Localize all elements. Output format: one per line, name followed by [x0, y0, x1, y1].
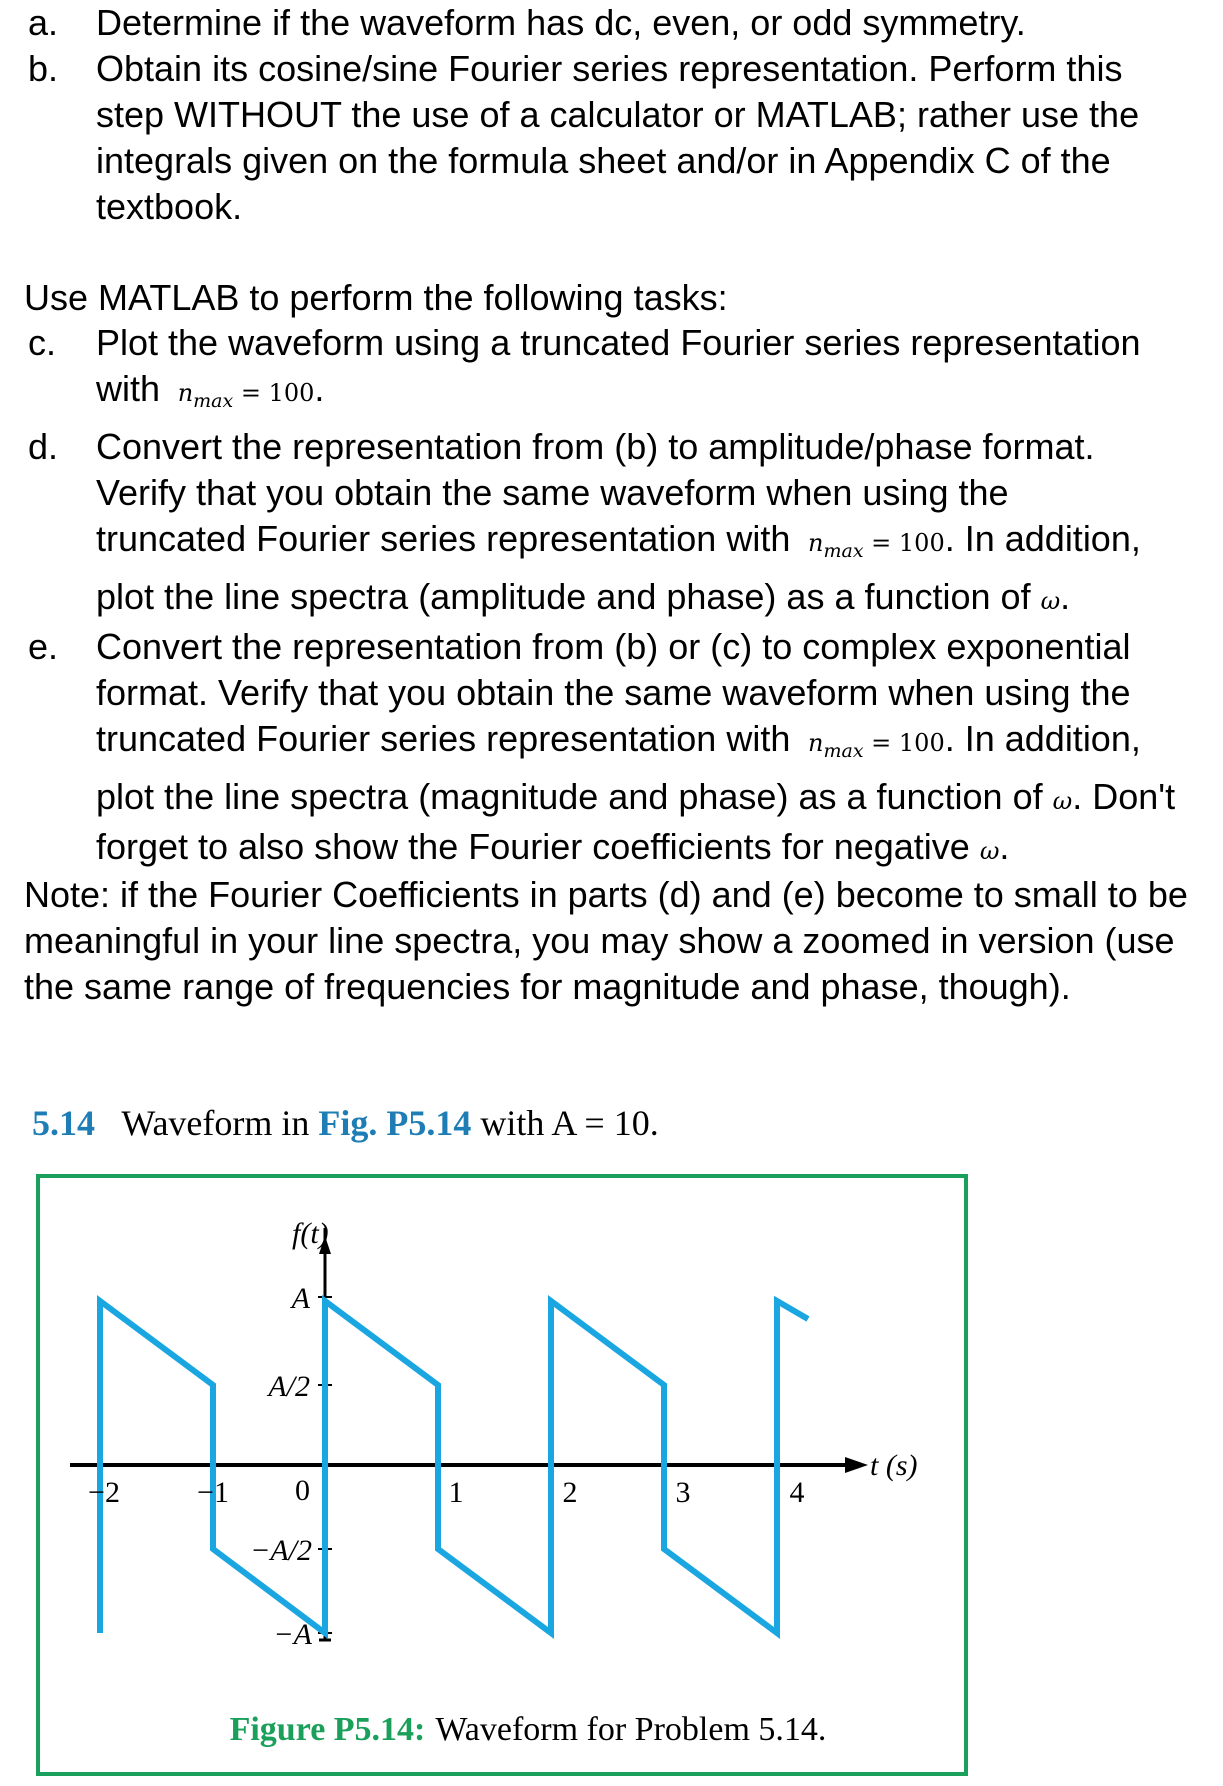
problem-text-end: with A = 10.	[480, 1103, 659, 1143]
task-marker: d.	[28, 426, 59, 467]
omega-symbol: ω	[979, 837, 1000, 865]
figure-caption	[230, 1711, 827, 1748]
task-marker: e.	[28, 626, 59, 667]
caption-label: Figure P5.14:	[229, 1711, 426, 1748]
y-tick-label-neg-a-half: −A/2	[250, 1534, 312, 1567]
nmax-equation: $n_{max} = 100$	[808, 529, 945, 562]
task-item-c: c. Plot the waveform using a truncated Fourier series representation with $n_{max} = 100$.	[28, 322, 1141, 412]
x-tick-label: 1	[448, 1476, 464, 1509]
task-text: Plot the waveform using a truncated Fourier series representation with	[96, 322, 1141, 409]
caption-text: Waveform for Problem 5.14.	[435, 1711, 827, 1748]
nmax-equation: $n_{max} = 100$	[177, 379, 315, 412]
figure-reference: Fig. P5.14	[318, 1103, 472, 1143]
t-axis-arrow-icon	[845, 1457, 868, 1473]
omega-symbol: ω	[1052, 787, 1073, 815]
omega-symbol: ω	[1040, 587, 1061, 615]
x-tick-label: −1	[197, 1476, 229, 1509]
task-marker: a.	[28, 2, 59, 43]
x-tick-label: 3	[675, 1476, 691, 1509]
task-item-d: d. Convert the representation from (b) to amplitude/phase format. Verify that you obtain the same waveform when using the truncated Fourier series representation with $n_{max} = 100$. In addition, plot the line spectra (amplitude and phase) as a function of ω.	[28, 426, 1141, 617]
x-axis-label: t (s)	[870, 1449, 918, 1482]
task-text: Determine if the waveform has dc, even, or odd symmetry.	[96, 2, 1026, 43]
task-marker: c.	[28, 322, 57, 363]
problem-number: 5.14	[32, 1103, 95, 1143]
task-text: Convert the representation from (b) to amplitude/phase format. Verify that you obtain the same waveform when using the truncated Fourier series representation with	[96, 426, 1095, 559]
x-tick-label: −2	[88, 1476, 120, 1509]
task-text: Convert the representation from (b) or (c) to complex exponential format. Verify that you obtain the same waveform when using the truncated Fourier series representation with	[96, 626, 1131, 759]
task-text: Obtain its cosine/sine Fourier series representation. Perform this step WITHOUT the use of a calculator or MATLAB; rather use the integrals given on the formula sheet and/or in Appendix C of the textbook.	[96, 48, 1140, 227]
y-tick-label-a-half: A/2	[268, 1370, 310, 1403]
task-item-e: e. Convert the representation from (b) or (c) to complex exponential format. Verify that you obtain the same waveform when using the truncated Fourier series representation with $n_{max} = 100$. In addition, plot the line spectra (magnitude and phase) as a function of ω. Don't forget to also show the Fourier coefficients for negative ω.	[28, 626, 1176, 867]
y-tick-label-zero: 0	[295, 1474, 310, 1507]
matlab-intro: Use MATLAB to perform the following tasks:	[24, 277, 728, 318]
problem-text: Waveform in	[121, 1103, 310, 1143]
task-marker: b.	[28, 48, 59, 89]
x-tick-label: 4	[789, 1476, 805, 1509]
x-tick-label: 2	[562, 1476, 578, 1509]
note-paragraph: Note: if the Fourier Coefficients in parts (d) and (e) become to small to be meaningful in your line spectra, you may show a zoomed in version (use the same range of frequencies for magnitude and phase, though).	[24, 874, 1188, 1007]
y-tick-label-neg-a: −A	[273, 1618, 312, 1651]
nmax-equation: $n_{max} = 100$	[808, 729, 945, 762]
y-tick-label-a: A	[291, 1282, 310, 1315]
y-axis-label: f(t)	[292, 1217, 329, 1250]
